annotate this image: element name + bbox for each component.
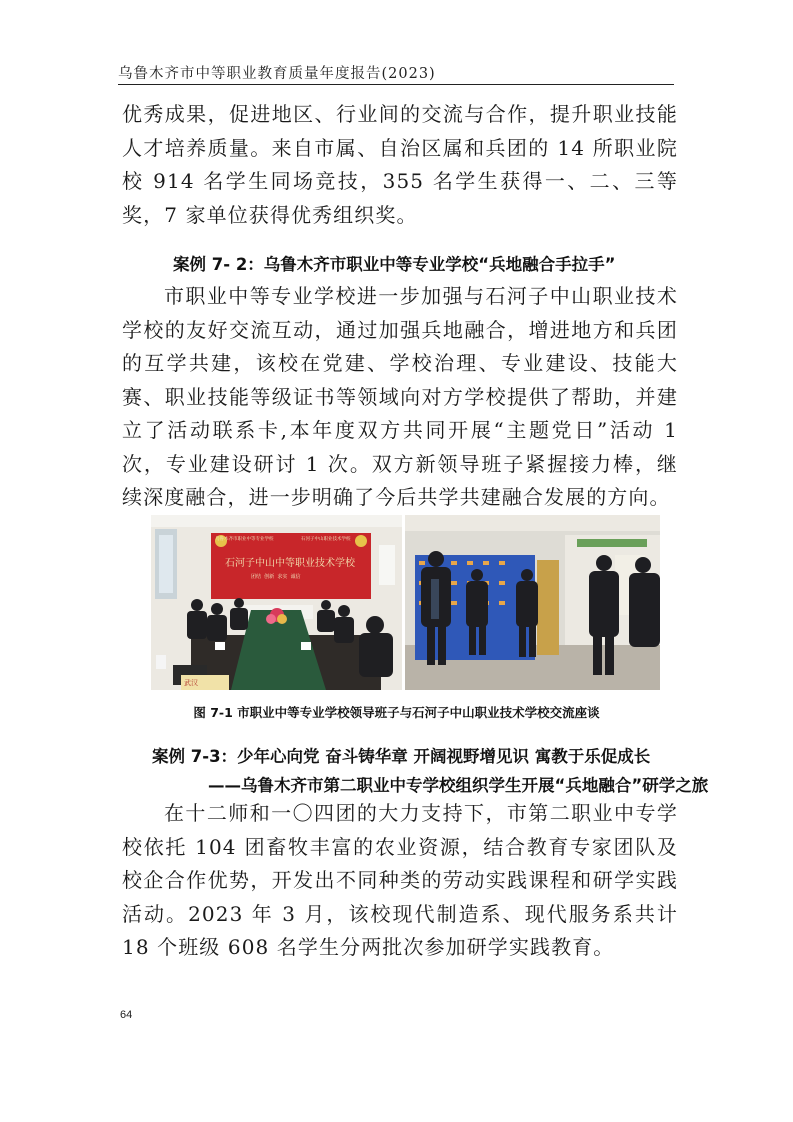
- case-7-2-title: 案例 7- 2：乌鲁木齐市职业中等专业学校“兵地融合手拉手”: [173, 255, 616, 274]
- case-7-3-subtitle: ——乌鲁木齐市第二职业中专学校组织学生开展“兵地融合”研学之旅: [208, 776, 709, 795]
- figure-7-1-photos: [151, 515, 660, 690]
- case-7-3-title: 案例 7-3：少年心向党 奋斗铸华章 开阔视野增见识 寓教于乐促成长: [152, 747, 651, 766]
- running-header: 乌鲁木齐市中等职业教育质量年度报告(2023): [118, 66, 436, 82]
- page-number: 64: [120, 1009, 133, 1021]
- table-sign-text: 武汉: [184, 679, 198, 687]
- intro-paragraph: 优秀成果，促进地区、行业间的交流与合作，提升职业技能人才培养质量。来自市属、自治区属和兵团的 14 所职业院校 914 名学生同场竞技，355 名学生获得一、二、三等奖，7 家单位获得优秀组织奖。: [122, 102, 678, 227]
- corridor-illustration: [405, 515, 660, 690]
- banner-sub-text: 团结 创新 求实 诚信: [251, 574, 301, 580]
- banner-top-right-text: 石河子中山职业技术学校: [301, 537, 351, 542]
- meeting-photo: [151, 515, 402, 690]
- figure-7-1-caption: 图 7-1 市职业中等专业学校领导班子与石河子中山职业技术学校交流座谈: [193, 705, 600, 720]
- header-rule: [118, 84, 674, 85]
- banner-top-left-text: 乌鲁木齐市职业中等专业学校: [215, 537, 274, 542]
- corridor-visit-photo: [405, 515, 660, 690]
- case-7-3-paragraph: 在十二师和一〇四团的大力支持下，市第二职业中专学校依托 104 团畜牧丰富的农业资源，结合教育专家团队及校企合作优势，开发出不同种类的劳动实践课程和研学实践活动。2023 年 3 月，该校现代制造系、现代服务系共计 18 个班级 608 名学生分两批次参加研学实践教育。: [122, 801, 678, 959]
- banner-main-text: 石河子中山中等职业技术学校: [225, 558, 355, 569]
- meeting-room-illustration: [151, 515, 402, 690]
- case-7-2-paragraph: 市职业中等专业学校进一步加强与石河子中山职业技术学校的友好交流互动，通过加强兵地融合，增进地方和兵团的互学共建，该校在党建、学校治理、专业建设、技能大赛、职业技能等级证书等领域向对方学校提供了帮助，并建立了活动联系卡,本年度双方共同开展“主题党日”活动 1 次，专业建设研讨 1 次。双方新领导班子紧握接力棒，继续深度融合，进一步明确了今后共学共建融合发展的方向。: [122, 284, 678, 509]
